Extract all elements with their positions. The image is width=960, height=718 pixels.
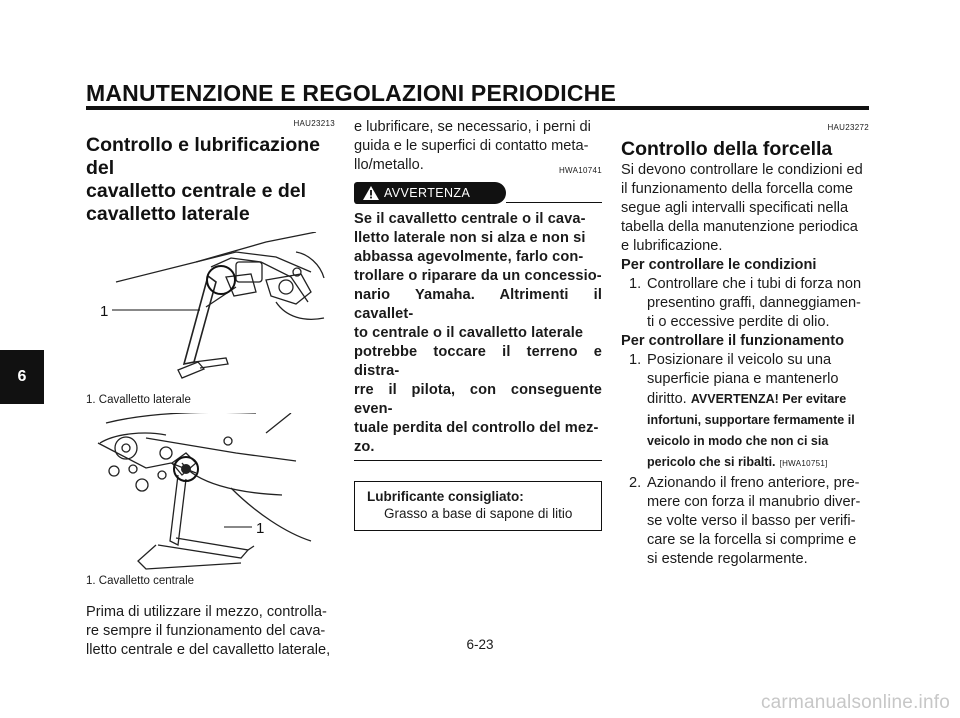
lubricant-value: Grasso a base di sapone di litio	[384, 506, 573, 521]
body-line: lletto centrale e del cavalletto laterale,	[86, 642, 331, 658]
warning-label: AVVERTENZA	[384, 186, 471, 200]
list-item	[621, 275, 869, 332]
figure-caption: 1. Cavalletto centrale	[86, 575, 195, 587]
body-line: Prima di utilizzare il mezzo, controlla-	[86, 604, 327, 620]
inline-warning: AVVERTENZA! Per evitare	[690, 392, 847, 406]
column-2	[354, 118, 602, 531]
body-line: Si devono controllare le condizioni ed	[621, 162, 863, 178]
subheading: Per controllare le condizioni	[621, 257, 817, 273]
warning-line: tuale perdita del controllo del mez-	[354, 420, 599, 436]
lubricant-title: Lubrificante consigliato:	[367, 489, 524, 504]
warning-line: to centrale o il cavalletto laterale	[354, 325, 584, 341]
inline-warning-line: infortuni, supportare fermamente il	[647, 413, 855, 427]
column-1	[86, 114, 335, 660]
list-number: 1.	[629, 276, 642, 292]
figure-callout-label: 1	[256, 520, 265, 537]
list-text: diritto.	[647, 391, 687, 407]
warning-line: abbassa agevolmente, farlo con-	[354, 249, 584, 265]
list-line: ti o eccessive perdite di olio.	[647, 314, 830, 330]
warning-rule	[506, 202, 602, 203]
list-item	[621, 351, 869, 474]
subheading: Per controllare il funzionamento	[621, 333, 844, 349]
list-line: se volte verso il basso per verifi-	[647, 513, 856, 529]
section-header-title: MANUTENZIONE E REGOLAZIONI PERIODICHE	[86, 80, 617, 106]
body-line: e lubrificazione.	[621, 238, 723, 254]
warning-line: rre il pilota, con conseguente even-	[354, 382, 602, 417]
list-item	[621, 474, 869, 569]
section-title	[86, 134, 335, 226]
body-line: segue agli intervalli specificati nella	[621, 200, 849, 216]
side-stand-illustration	[86, 232, 335, 392]
list-line: Posizionare il veicolo su una	[647, 352, 832, 368]
list-line	[647, 389, 869, 410]
body-line: tabella della manutenzione periodica	[621, 219, 858, 235]
body-line: re sempre il funzionamento del cava-	[86, 623, 326, 639]
warning-line: trollare o riparare da un concessio-	[354, 268, 602, 284]
list-line: care se la forcella si comprime e	[647, 532, 857, 548]
chapter-number: 6	[17, 368, 27, 385]
list-line: Azionando il freno anteriore, pre-	[647, 475, 860, 491]
warning-line: Se il cavalletto centrale o il cava-	[354, 211, 586, 227]
body-paragraph	[621, 161, 869, 256]
warning-line: potrebbe toccare il terreno e distra-	[354, 344, 602, 379]
header-rule	[86, 106, 869, 110]
body-line: llo/metallo.	[354, 157, 424, 173]
figure-callout-label: 1	[100, 303, 109, 320]
body-line: il funzionamento della forcella come	[621, 181, 854, 197]
list-line: si estende regolarmente.	[647, 551, 808, 567]
section-title: Controllo della forcella	[621, 138, 833, 160]
warning-banner	[354, 182, 602, 204]
list-line: mere con forza il manubrio diver-	[647, 494, 861, 510]
warning-label-pill	[354, 182, 506, 204]
column-3	[621, 118, 869, 569]
list-number: 1.	[629, 352, 642, 368]
chapter-tab[interactable]	[0, 350, 44, 404]
figure-center-stand	[86, 413, 335, 573]
lubricant-box	[354, 481, 602, 531]
warning-text	[354, 210, 602, 457]
section-title-line: cavalletto centrale e del	[86, 180, 307, 202]
figure-side-stand	[86, 232, 335, 392]
list-line: Controllare che i tubi di forza non	[647, 276, 862, 292]
warning-line: zo.	[354, 439, 375, 455]
body-line: e lubrificare, se necessario, i perni di	[354, 119, 591, 135]
list-line	[647, 452, 869, 474]
warning-code: HWA10741	[558, 166, 602, 175]
list-line: presentino graffi, danneggiamen-	[647, 295, 861, 311]
list-line: superficie piana e mantenerlo	[647, 371, 839, 387]
list-number: 2.	[629, 475, 642, 491]
warning-reference-code: [HWA10751]	[779, 459, 828, 468]
figure-caption: 1. Cavalletto laterale	[86, 394, 191, 406]
watermark: carmanualsonline.info	[760, 692, 950, 713]
inline-warning-line: pericolo che si ribalti.	[647, 455, 776, 469]
section-title-line: Controllo e lubrificazione del	[86, 134, 321, 179]
warning-triangle-icon	[363, 186, 379, 200]
body-line: guida e le superfici di contatto meta-	[354, 138, 589, 154]
center-stand-illustration	[86, 413, 335, 573]
warning-line: lletto laterale non si alza e non si	[354, 230, 586, 246]
section-code: HAU23272	[827, 123, 869, 132]
section-title-line: cavalletto laterale	[86, 203, 250, 225]
warning-line: nario Yamaha. Altrimenti il cavallet-	[354, 287, 602, 322]
inline-warning-line: veicolo in modo che non ci sia	[647, 434, 829, 448]
section-code: HAU23213	[293, 119, 335, 128]
page-number: 6-23	[466, 637, 494, 652]
warning-end-rule	[354, 460, 602, 461]
